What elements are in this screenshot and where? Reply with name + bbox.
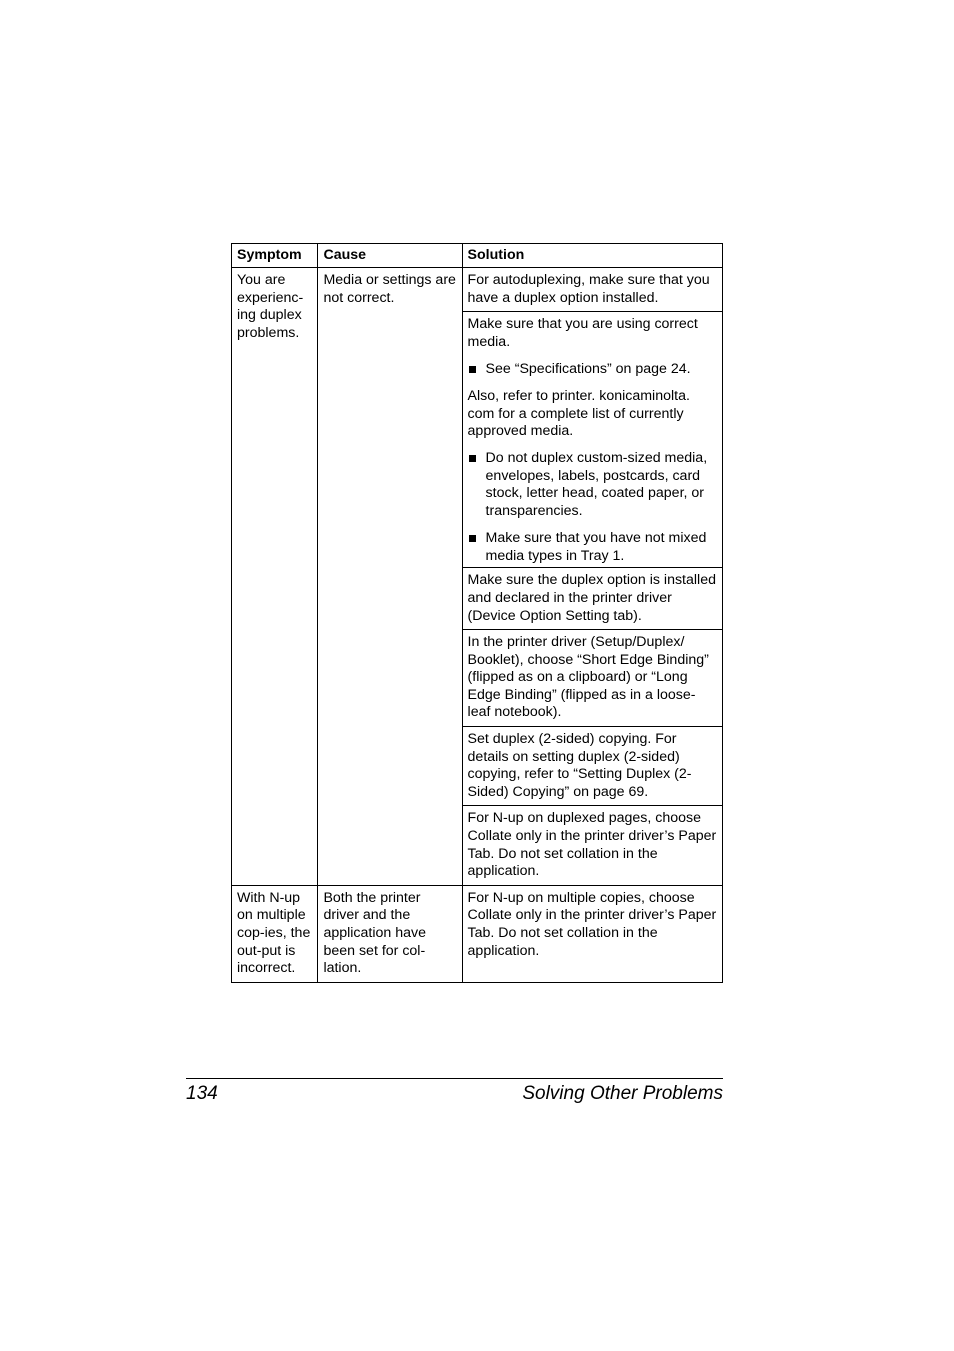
symptom-text: With N-up on multiple cop-ies, the out-put is incorrect.	[237, 889, 311, 977]
cause-text: Both the printer driver and the application have been set for col-lation.	[323, 889, 426, 977]
section-title: Solving Other Problems	[522, 1083, 723, 1104]
symptom-cell	[232, 268, 318, 886]
solution-cell	[462, 568, 722, 630]
solution-cell	[462, 630, 722, 727]
solution-text: Also, refer to printer. konicaminolta. com for a complete list of currently approved media.	[467, 387, 690, 440]
footer-divider	[186, 1078, 723, 1079]
square-bullet-icon	[468, 361, 486, 379]
solution-text: In the printer driver (Setup/Duplex/ Booklet), choose “Short Edge Binding” (flipped as on a clipboard) or “Long Edge Binding” (flipped as in a loose-leaf notebook).	[467, 634, 709, 721]
header-solution: Solution	[462, 244, 722, 268]
page-number: 134	[186, 1083, 218, 1104]
table-row	[232, 268, 723, 312]
solution-text: For N-up on duplexed pages, choose Collate only in the printer driver’s Paper Tab. Do not set collation in the application.	[467, 810, 717, 880]
bullet-item	[468, 361, 717, 379]
cause-cell	[318, 885, 462, 982]
bullet-text: See “Specifications” on page 24.	[485, 360, 691, 377]
square-bullet-icon	[468, 530, 486, 565]
square-bullet-icon	[468, 450, 486, 520]
cause-text: Media or settings are not correct.	[323, 272, 456, 306]
solution-cell	[462, 727, 722, 806]
bullet-text: Do not duplex custom-sized media, envelopes, labels, postcards, card stock, letter head, coated paper, or transparencies.	[485, 450, 708, 520]
solution-text: Make sure the duplex option is installed and declared in the printer driver (Device Option Setting tab).	[467, 572, 716, 624]
table-header-row	[232, 244, 723, 268]
solution-text: Make sure that you are using correct media.	[467, 316, 698, 350]
bullet-item	[468, 450, 717, 520]
solution-text: For N-up on multiple copies, choose Collate only in the printer driver’s Paper Tab. Do not set collation in the application.	[467, 889, 717, 959]
symptom-text: You are experienc-ing duplex problems.	[237, 272, 304, 341]
bullet-item	[468, 530, 717, 565]
header-symptom: Symptom	[232, 244, 318, 268]
solution-cell	[462, 268, 722, 312]
solution-cell	[462, 806, 722, 885]
solution-cell	[462, 312, 722, 568]
solution-text: Set duplex (2-sided) copying. For details on setting duplex (2-sided) copying, refer to “Setting Duplex (2-Sided) Copying” on page 69.	[467, 731, 692, 800]
solution-text: For autoduplexing, make sure that you have a duplex option installed.	[467, 272, 710, 306]
solution-cell	[462, 885, 722, 982]
bullet-text: Make sure that you have not mixed media types in Tray 1.	[485, 530, 707, 564]
troubleshooting-table	[231, 243, 723, 983]
table-row	[232, 885, 723, 982]
cause-cell	[318, 268, 462, 886]
symptom-cell	[232, 885, 318, 982]
header-cause: Cause	[318, 244, 462, 268]
